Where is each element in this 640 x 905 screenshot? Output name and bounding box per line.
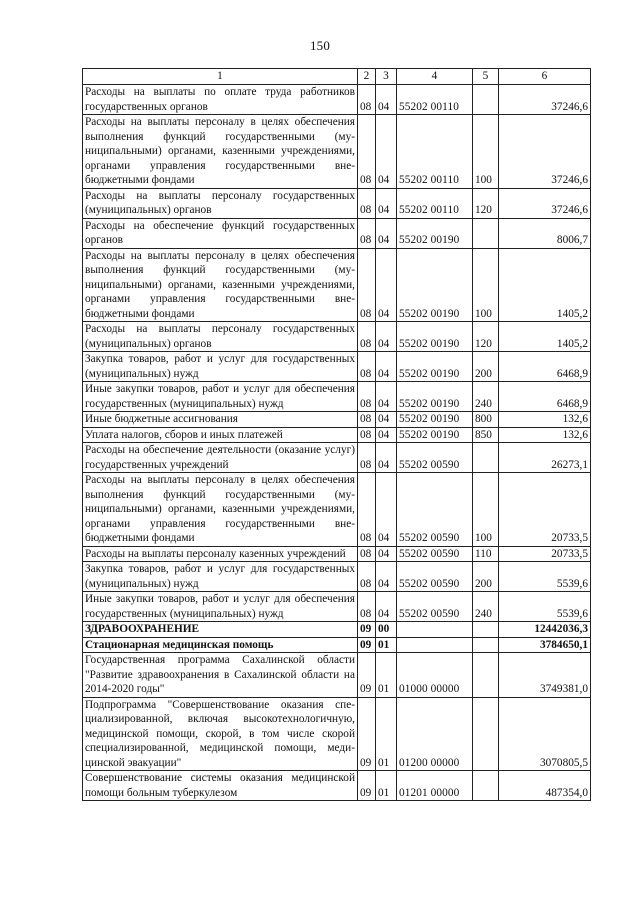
subsection-code-cell: 04 [376,592,397,622]
subsection-code-cell: 04 [376,562,397,592]
amount-cell: 3784650,1 [499,637,591,653]
expense-type-cell: 200 [473,562,499,592]
expense-name-cell: ЗДРАВООХРАНЕНИЕ [83,622,358,638]
target-article-cell: 55202 00590 [397,546,473,562]
table-row [83,771,591,801]
target-article-cell: 55202 00190 [397,218,473,248]
section-code-cell: 08 [358,85,376,115]
table-row [83,622,591,638]
table-row [83,85,591,115]
table-row [83,218,591,248]
amount-cell: 37246,6 [499,85,591,115]
table-row [83,352,591,382]
table-row [83,427,591,443]
expense-name-cell: Иные закупки товаров, работ и услуг для обеспечения государственных (муниципальных) нужд [83,382,358,412]
table-row [83,562,591,592]
expense-type-cell: 120 [473,188,499,218]
expense-name-cell: Расходы на выплаты персоналу в целях обеспечения выполнения функций государственными (муниципальными) органами, казенными учреждениями, органами управления государственными внебюджетными фондами [83,115,358,189]
amount-cell: 26273,1 [499,443,591,473]
subsection-code-cell: 01 [376,771,397,801]
expense-name-cell: Подпрограмма "Совершенствование оказания специализированной, включая высокотехнологичную, медицинской помощи, скорой, в том числе скорой специализированной, медицинской помощи, медицинской эвакуации" [83,697,358,771]
section-code-cell: 08 [358,473,376,547]
expense-name-cell: Закупка товаров, работ и услуг для государственных (муниципальных) нужд [83,562,358,592]
section-code-cell: 08 [358,562,376,592]
table-row [83,697,591,771]
target-article-cell: 55202 00190 [397,352,473,382]
expense-type-cell: 120 [473,322,499,352]
expense-type-cell [473,218,499,248]
section-code-cell: 08 [358,592,376,622]
expense-type-cell: 110 [473,546,499,562]
amount-cell: 37246,6 [499,115,591,189]
expense-type-cell: 100 [473,248,499,322]
table-row [83,637,591,653]
amount-cell: 1405,2 [499,248,591,322]
section-code-cell: 09 [358,697,376,771]
table-row [83,473,591,547]
target-article-cell: 55202 00110 [397,115,473,189]
table-row [83,653,591,698]
target-article-cell [397,622,473,638]
subsection-code-cell: 04 [376,412,397,428]
subsection-code-cell: 04 [376,85,397,115]
amount-cell: 12442036,3 [499,622,591,638]
amount-cell: 3070805,5 [499,697,591,771]
section-code-cell: 09 [358,622,376,638]
subsection-code-cell: 04 [376,382,397,412]
target-article-cell [397,637,473,653]
subsection-code-cell: 04 [376,473,397,547]
subsection-code-cell: 04 [376,546,397,562]
amount-cell: 1405,2 [499,322,591,352]
section-code-cell: 09 [358,637,376,653]
section-code-cell: 08 [358,188,376,218]
target-article-cell: 55202 00190 [397,427,473,443]
target-article-cell: 55202 00590 [397,443,473,473]
table-row [83,322,591,352]
expense-type-cell: 100 [473,115,499,189]
subsection-code-cell: 01 [376,653,397,698]
target-article-cell: 55202 00590 [397,592,473,622]
subsection-code-cell: 04 [376,322,397,352]
amount-cell: 3749381,0 [499,653,591,698]
expense-type-cell: 240 [473,592,499,622]
subsection-code-cell: 01 [376,637,397,653]
amount-cell: 20733,5 [499,473,591,547]
expense-type-cell: 240 [473,382,499,412]
section-code-cell: 08 [358,546,376,562]
target-article-cell: 55202 00190 [397,248,473,322]
column-header: 3 [376,69,397,85]
expense-name-cell: Закупка товаров, работ и услуг для государственных (муниципальных) нужд [83,352,358,382]
subsection-code-cell: 04 [376,188,397,218]
subsection-code-cell: 01 [376,697,397,771]
table-row [83,592,591,622]
target-article-cell: 55202 00590 [397,473,473,547]
amount-cell: 8006,7 [499,218,591,248]
expense-type-cell: 850 [473,427,499,443]
expense-name-cell: Уплата налогов, сборов и иных платежей [83,427,358,443]
table-row [83,188,591,218]
section-code-cell: 08 [358,322,376,352]
subsection-code-cell: 04 [376,352,397,382]
expense-type-cell [473,637,499,653]
section-code-cell: 09 [358,653,376,698]
section-code-cell: 08 [358,352,376,382]
target-article-cell: 55202 00190 [397,382,473,412]
amount-cell: 6468,9 [499,352,591,382]
table-row [83,443,591,473]
expense-type-cell [473,622,499,638]
target-article-cell: 01000 00000 [397,653,473,698]
column-header: 6 [499,69,591,85]
column-header: 2 [358,69,376,85]
section-code-cell: 08 [358,412,376,428]
budget-table [82,68,591,801]
expense-type-cell [473,771,499,801]
amount-cell: 5539,6 [499,562,591,592]
expense-name-cell: Расходы на обеспечение функций государственных органов [83,218,358,248]
expense-type-cell: 200 [473,352,499,382]
expense-name-cell: Расходы на выплаты по оплате труда работников государственных органов [83,85,358,115]
expense-type-cell [473,85,499,115]
expense-name-cell: Расходы на выплаты персоналу государственных (муниципальных) органов [83,188,358,218]
target-article-cell: 01200 00000 [397,697,473,771]
column-header: 5 [473,69,499,85]
amount-cell: 132,6 [499,412,591,428]
section-code-cell: 08 [358,443,376,473]
table-row [83,382,591,412]
target-article-cell: 55202 00190 [397,322,473,352]
expense-name-cell: Иные закупки товаров, работ и услуг для обеспечения государственных (муниципальных) нужд [83,592,358,622]
expense-name-cell: Расходы на выплаты персоналу государственных (муниципальных) органов [83,322,358,352]
subsection-code-cell: 04 [376,427,397,443]
expense-name-cell: Расходы на выплаты персоналу в целях обеспечения выполнения функций государственными (муниципальными) органами, казенными учреждениями, органами управления государственными внебюджетными фондами [83,473,358,547]
amount-cell: 487354,0 [499,771,591,801]
table-row [83,115,591,189]
expense-name-cell: Расходы на выплаты персоналу в целях обеспечения выполнения функций государственными (муниципальными) органами, казенными учреждениями, органами управления государственными внебюджетными фондами [83,248,358,322]
expense-name-cell: Иные бюджетные ассигнования [83,412,358,428]
column-header: 4 [397,69,473,85]
amount-cell: 132,6 [499,427,591,443]
expense-type-cell [473,697,499,771]
section-code-cell: 08 [358,427,376,443]
amount-cell: 37246,6 [499,188,591,218]
section-code-cell: 08 [358,382,376,412]
subsection-code-cell: 04 [376,115,397,189]
table-row [83,248,591,322]
section-code-cell: 09 [358,771,376,801]
expense-name-cell: Государственная программа Сахалинской области "Развитие здравоохранения в Сахалинской области на 2014-2020 годы" [83,653,358,698]
expense-type-cell: 800 [473,412,499,428]
target-article-cell: 01201 00000 [397,771,473,801]
amount-cell: 20733,5 [499,546,591,562]
expense-type-cell [473,653,499,698]
expense-type-cell: 100 [473,473,499,547]
amount-cell: 6468,9 [499,382,591,412]
expense-name-cell: Стационарная медицинская помощь [83,637,358,653]
subsection-code-cell: 04 [376,218,397,248]
target-article-cell: 55202 00110 [397,188,473,218]
page-number: 150 [309,38,331,53]
section-code-cell: 08 [358,218,376,248]
target-article-cell: 55202 00190 [397,412,473,428]
column-header: 1 [83,69,358,85]
table-row [83,412,591,428]
amount-cell: 5539,6 [499,592,591,622]
table-header-row [83,69,591,85]
target-article-cell: 55202 00590 [397,562,473,592]
table-row [83,546,591,562]
subsection-code-cell: 04 [376,443,397,473]
section-code-cell: 08 [358,115,376,189]
subsection-code-cell: 04 [376,248,397,322]
subsection-code-cell: 00 [376,622,397,638]
target-article-cell: 55202 00110 [397,85,473,115]
expense-name-cell: Расходы на выплаты персоналу казенных учреждений [83,546,358,562]
expense-name-cell: Расходы на обеспечение деятельности (оказание услуг) государственных учреждений [83,443,358,473]
section-code-cell: 08 [358,248,376,322]
expense-name-cell: Совершенствование системы оказания медицинской помощи больным туберкулезом [83,771,358,801]
expense-type-cell [473,443,499,473]
